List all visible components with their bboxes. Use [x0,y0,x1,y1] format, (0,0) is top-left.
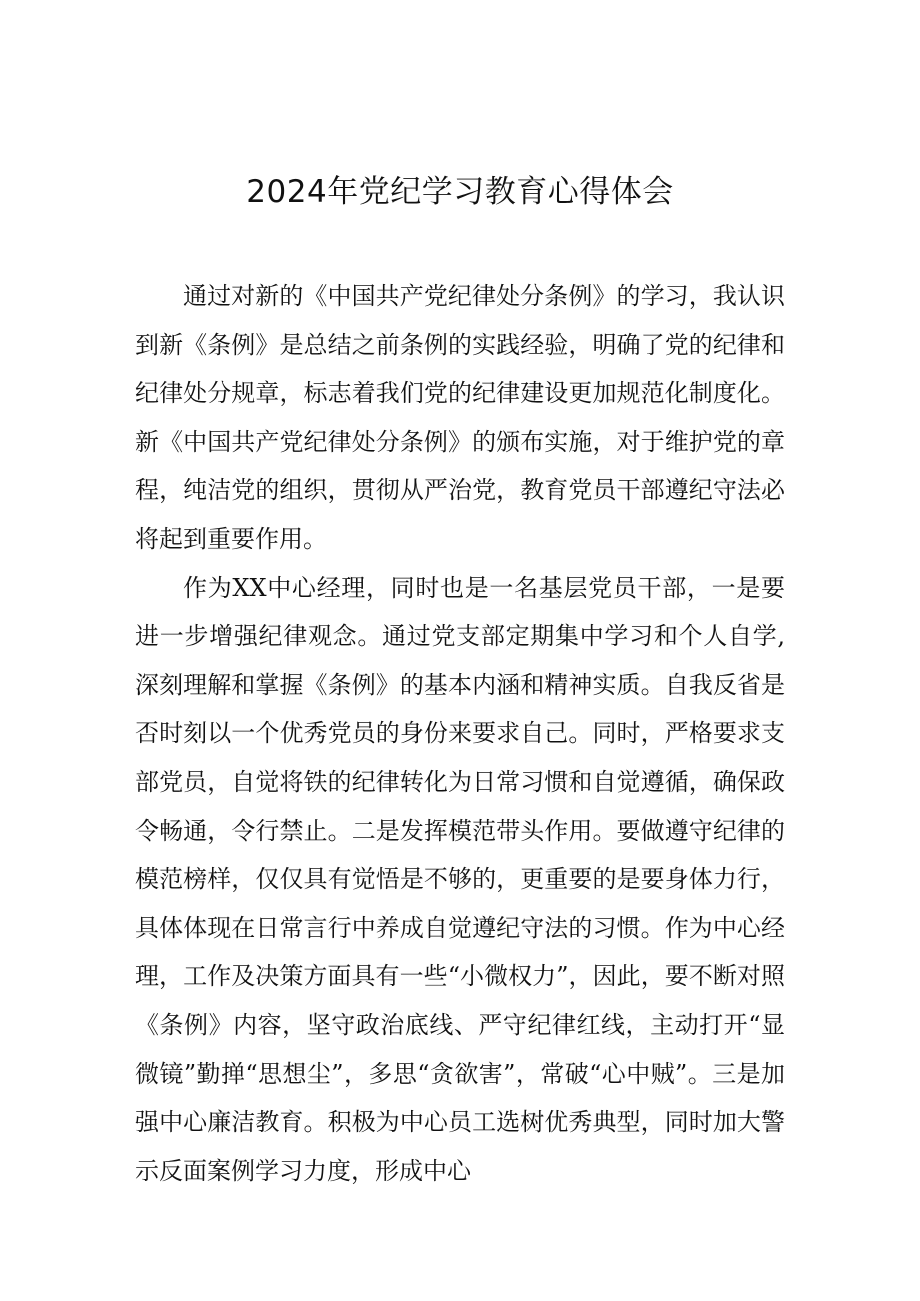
document-title: 2024年党纪学习教育心得体会 [246,174,674,210]
document-body [135,272,785,1195]
paragraph-2: 作为XX中心经理，同时也是一名基层党员干部，一是要进一步增强纪律观念。通过党支部定期集中学习和个人自学,深刻理解和掌握《条例》的基本内涵和精神实质。自我反省是否时刻以一个优秀党员的身份来要求自己。同时，严格要求支部党员，自觉将铁的纪律转化为日常习惯和自觉遵循，确保政令畅通，令行禁止。二是发挥模范带头作用。要做遵守纪律的模范榜样，仅仅具有觉悟是不够的，更重要的是要身体力行，具体体现在日常言行中养成自觉遵纪守法的习惯。作为中心经理，工作及决策方面具有一些“小微权力”，因此，要不断对照《条例》内容，坚守政治底线、严守纪律红线，主动打开“显微镜”勤掸“思想尘”，多思“贪欲害”，常破“心中贼”。三是加强中心廉洁教育。积极为中心员工选树优秀典型，同时加大警示反面案例学习力度，形成中心 [135,573,785,1185]
paragraph-1: 通过对新的《中国共产党纪律处分条例》的学习，我认识到新《条例》是总结之前条例的实践经验，明确了党的纪律和纪律处分规章，标志着我们党的纪律建设更加规范化制度化。新《中国共产党纪律处分条例》的颁布实施，对于维护党的章程，纯洁党的组织，贯彻从严治党，教育党员干部遵纪守法必将起到重要作用。 [135,282,785,553]
